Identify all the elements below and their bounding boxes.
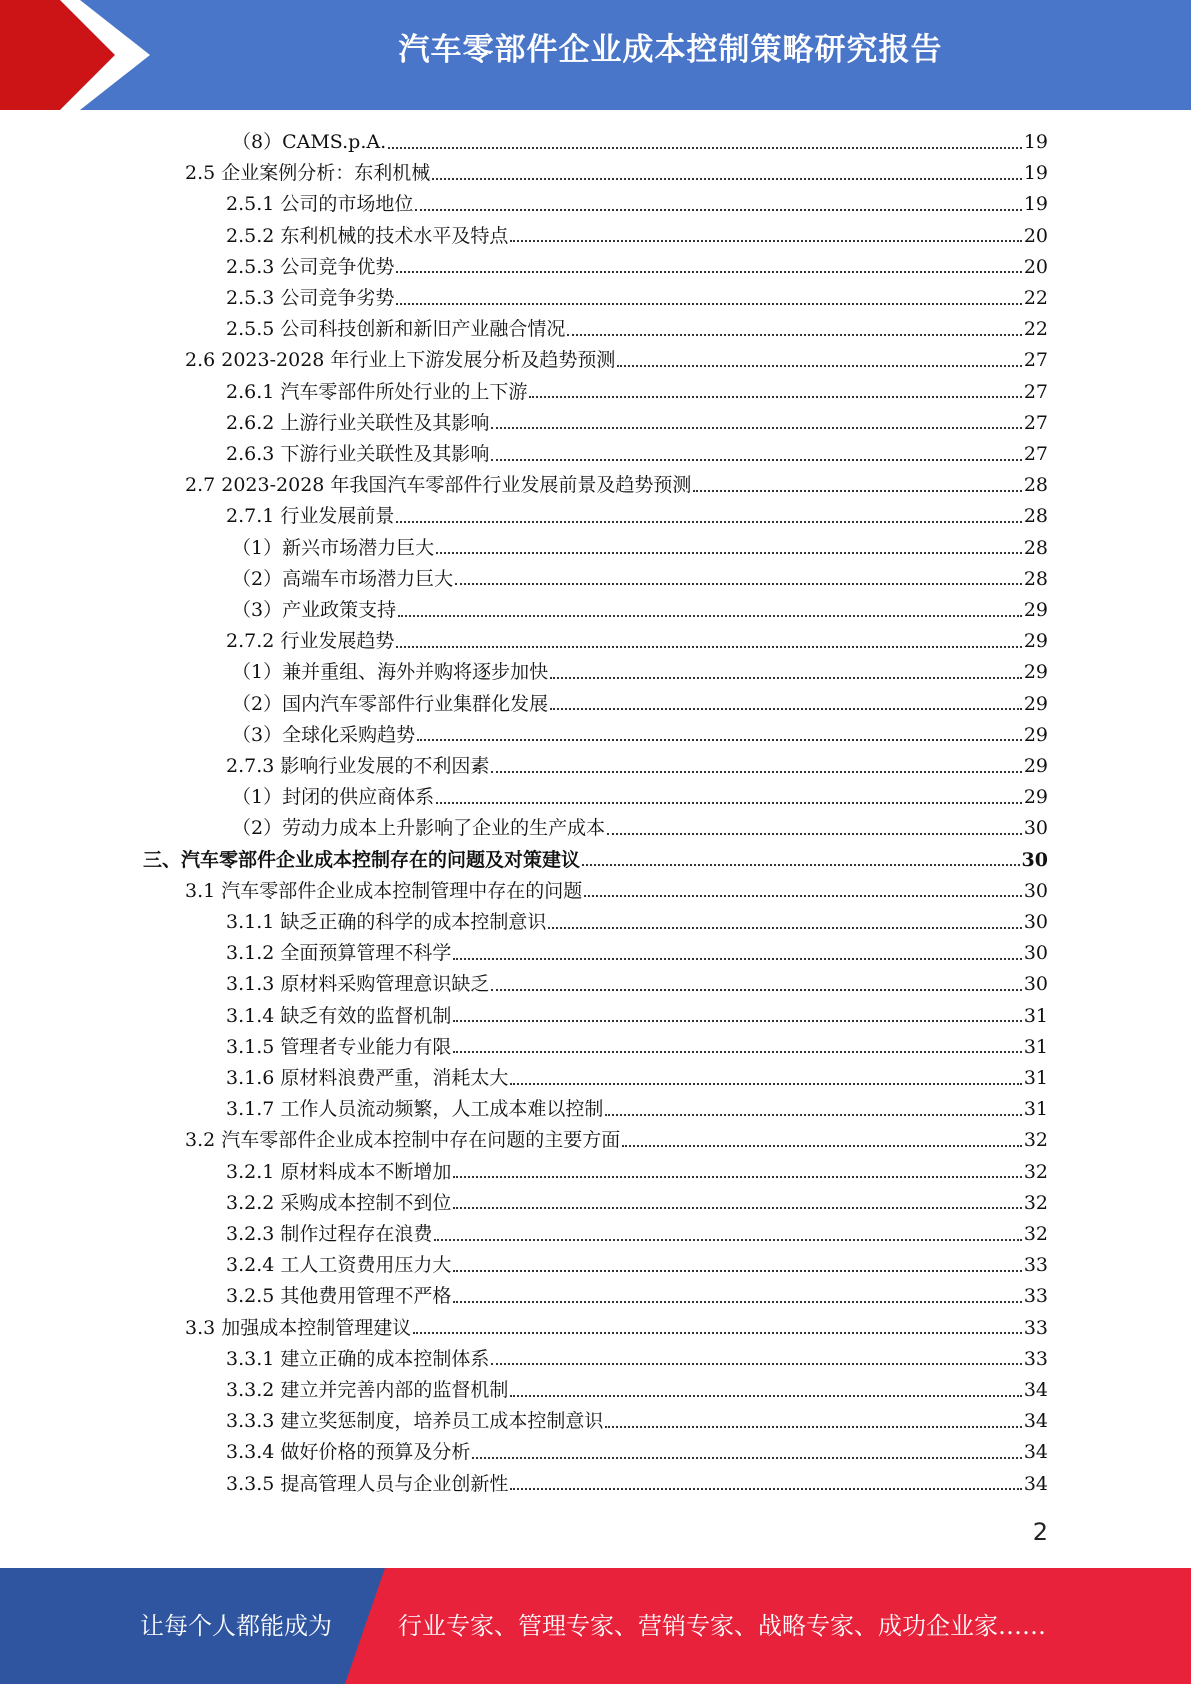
toc-entry-page: 22: [1023, 287, 1048, 309]
toc-entry-label: 3.1.6 原材料浪费严重，消耗太大: [226, 1067, 509, 1089]
toc-entry[interactable]: [232, 782, 1048, 813]
toc-entry-page: 29: [1023, 630, 1048, 653]
toc-dot-leader: [510, 1488, 1021, 1490]
toc-dot-leader: [605, 1426, 1021, 1428]
toc-entry[interactable]: [226, 1063, 1048, 1094]
toc-entry-page: 28: [1023, 536, 1048, 559]
toc-dot-leader: [434, 1239, 1021, 1241]
toc-entry[interactable]: [226, 314, 1048, 345]
toc-entry[interactable]: [185, 876, 1048, 907]
toc-entry-page: 34: [1023, 1379, 1048, 1401]
toc-dot-leader: [622, 1145, 1022, 1147]
toc-entry-page: 22: [1023, 318, 1048, 341]
toc-entry-label: 3.3.2 建立并完善内部的监督机制: [226, 1379, 509, 1401]
toc-entry[interactable]: [232, 720, 1048, 751]
toc-entry[interactable]: [226, 907, 1048, 938]
toc-entry-page: 29: [1023, 661, 1048, 684]
toc-dot-leader: [453, 1051, 1021, 1053]
toc-dot-leader: [415, 209, 1021, 211]
toc-entry[interactable]: [226, 969, 1048, 1000]
toc-dot-leader: [453, 1270, 1021, 1272]
toc-entry-page: 33: [1023, 1285, 1048, 1308]
toc-dot-leader: [453, 1020, 1021, 1022]
footer-slogan-left: 让每个人都能成为: [140, 1612, 332, 1640]
toc-dot-leader: [436, 802, 1022, 804]
toc-entry-page: 29: [1023, 599, 1048, 621]
toc-entry-label: 3.1.7 工作人员流动频繁，人工成本难以控制: [226, 1098, 604, 1121]
toc-entry-label: 2.7 2023-2028 年我国汽车零部件行业发展前景及趋势预测: [185, 474, 692, 497]
toc-dot-leader: [605, 1114, 1021, 1116]
toc-dot-leader: [491, 771, 1021, 773]
toc-entry-page: 32: [1023, 1129, 1048, 1152]
toc-entry-label: 3.3.4 做好价格的预算及分析: [226, 1441, 471, 1464]
toc-entry-label: 3.1.4 缺乏有效的监督机制: [226, 1004, 452, 1027]
toc-entry[interactable]: [143, 845, 1048, 876]
toc-entry[interactable]: [226, 751, 1048, 782]
toc-entry[interactable]: [226, 439, 1048, 470]
toc-entry[interactable]: [232, 689, 1048, 720]
toc-dot-leader: [607, 833, 1022, 835]
toc-dot-leader: [548, 927, 1021, 929]
toc-entry-label: 3.3 加强成本控制管理建议: [185, 1316, 412, 1339]
toc-entry-label: （3）产业政策支持: [232, 599, 397, 621]
toc-dot-leader: [567, 334, 1021, 336]
toc-dot-leader: [582, 864, 1020, 866]
toc-entry-page: 28: [1023, 505, 1048, 528]
toc-entry[interactable]: [226, 283, 1048, 314]
toc-entry-label: 3.3.3 建立奖惩制度，培养员工成本控制意识: [226, 1410, 604, 1433]
toc-entry-label: 3.3.1 建立正确的成本控制体系: [226, 1347, 490, 1370]
toc-dot-leader: [510, 1083, 1021, 1085]
toc-entry[interactable]: [232, 533, 1048, 564]
toc-dot-leader: [510, 240, 1021, 242]
toc-entry-page: 27: [1023, 411, 1048, 434]
toc-entry[interactable]: [232, 127, 1048, 158]
toc-entry-label: 2.5 企业案例分析：东利机械: [185, 162, 431, 185]
toc-entry-label: （2）国内汽车零部件行业集群化发展: [232, 692, 549, 715]
toc-entry[interactable]: [226, 501, 1048, 532]
toc-entry-label: （2）高端车市场潜力巨大: [232, 567, 454, 590]
toc-dot-leader: [455, 583, 1022, 585]
toc-entry[interactable]: [226, 377, 1048, 408]
toc-dot-leader: [453, 958, 1021, 960]
toc-entry-page: 30: [1023, 911, 1048, 933]
toc-entry[interactable]: [226, 1094, 1048, 1125]
toc-entry-label: 2.7.3 影响行业发展的不利因素: [226, 755, 490, 777]
toc-entry-label: 2.5.3 公司竞争优势: [226, 255, 395, 278]
toc-dot-leader: [413, 1332, 1022, 1334]
toc-entry-page: 30: [1023, 973, 1048, 996]
toc-entry-label: （1）封闭的供应商体系: [232, 786, 435, 809]
toc-entry-page: 30: [1021, 848, 1048, 871]
toc-entry-page: 30: [1023, 879, 1048, 902]
toc-entry-page: 31: [1023, 1067, 1048, 1089]
toc-entry-label: 2.6.1 汽车零部件所处行业的上下游: [226, 380, 528, 403]
toc-dot-leader: [396, 521, 1021, 523]
toc-dot-leader: [396, 303, 1021, 305]
toc-dot-leader: [388, 147, 1022, 149]
toc-entry[interactable]: [226, 408, 1048, 439]
toc-dot-leader: [491, 427, 1021, 429]
toc-entry[interactable]: [226, 221, 1048, 252]
toc-entry[interactable]: [232, 595, 1048, 626]
toc-dot-leader: [550, 708, 1022, 710]
page-header: [0, 0, 1191, 110]
toc-entry-page: 27: [1023, 380, 1048, 403]
toc-entry-label: 三、汽车零部件企业成本控制存在的问题及对策建议: [143, 848, 581, 871]
toc-entry[interactable]: [232, 564, 1048, 595]
toc-entry-page: 32: [1023, 1223, 1048, 1245]
toc-entry-label: 2.7.2 行业发展趋势: [226, 630, 395, 653]
toc-entry[interactable]: [226, 1375, 1048, 1406]
toc-entry-label: （3）全球化采购趋势: [232, 723, 416, 746]
toc-entry-page: 19: [1023, 193, 1048, 216]
toc-entry[interactable]: [226, 1001, 1048, 1032]
toc-entry-label: 3.3.5 提高管理人员与企业创新性: [226, 1472, 509, 1495]
toc-dot-leader: [491, 459, 1021, 461]
toc-entry-label: 2.5.1 公司的市场地位: [226, 193, 414, 216]
toc-dot-leader: [472, 1457, 1021, 1459]
toc-dot-leader: [491, 989, 1021, 991]
toc-entry[interactable]: [226, 1344, 1048, 1375]
page-number: 2: [1032, 1518, 1048, 1546]
page-footer: [0, 1568, 1191, 1684]
toc-dot-leader: [693, 490, 1021, 492]
toc-dot-leader: [396, 646, 1021, 648]
toc-dot-leader: [584, 895, 1022, 897]
toc-dot-leader: [396, 271, 1021, 273]
toc-dot-leader: [510, 1395, 1021, 1397]
toc-dot-leader: [529, 396, 1021, 398]
toc-entry[interactable]: [226, 252, 1048, 283]
toc-entry-page: 27: [1023, 349, 1048, 372]
toc-entry-label: 3.2.1 原材料成本不断增加: [226, 1160, 452, 1183]
toc-entry-page: 34: [1023, 1472, 1048, 1495]
toc-entry-label: 3.2 汽车零部件企业成本控制中存在问题的主要方面: [185, 1129, 621, 1152]
toc-entry[interactable]: [226, 1406, 1048, 1437]
toc-entry-page: 20: [1023, 224, 1048, 247]
toc-entry[interactable]: [226, 189, 1048, 220]
toc-entry-label: 3.1.2 全面预算管理不科学: [226, 942, 452, 965]
toc-entry[interactable]: [226, 1219, 1048, 1250]
toc-entry-page: 27: [1023, 443, 1048, 465]
toc-entry-page: 30: [1023, 817, 1048, 840]
toc-entry[interactable]: [226, 938, 1048, 969]
toc-entry-page: 34: [1023, 1410, 1048, 1433]
toc-entry-page: 31: [1023, 1004, 1048, 1027]
toc-entry-label: 2.5.3 公司竞争劣势: [226, 287, 395, 309]
toc-entry-page: 34: [1023, 1441, 1048, 1464]
toc-entry-page: 19: [1023, 131, 1048, 153]
toc-entry-page: 29: [1023, 692, 1048, 715]
toc-entry-label: 3.1 汽车零部件企业成本控制管理中存在的问题: [185, 879, 583, 902]
toc-entry-label: （1）兼并重组、海外并购将逐步加快: [232, 661, 549, 684]
toc-entry-page: 29: [1023, 786, 1048, 809]
toc-entry-page: 20: [1023, 255, 1048, 278]
toc-dot-leader: [491, 1363, 1021, 1365]
toc-dot-leader: [432, 178, 1022, 180]
toc-dot-leader: [417, 739, 1022, 741]
toc-entry-label: （8）CAMS.p.A.: [232, 131, 387, 153]
toc-dot-leader: [453, 1176, 1021, 1178]
toc-entry[interactable]: [232, 813, 1048, 844]
toc-entry[interactable]: [232, 657, 1048, 688]
toc-entry-label: 3.1.3 原材料采购管理意识缺乏: [226, 973, 490, 996]
toc-entry-label: 2.6.2 上游行业关联性及其影响: [226, 411, 490, 434]
toc-entry-page: 32: [1023, 1191, 1048, 1214]
toc-entry-label: 2.5.2 东利机械的技术水平及特点: [226, 224, 509, 247]
toc-entry-page: 33: [1023, 1347, 1048, 1370]
toc-entry-label: 3.2.4 工人工资费用压力大: [226, 1254, 452, 1277]
toc-entry-page: 33: [1023, 1254, 1048, 1277]
toc-entry-label: （1）新兴市场潜力巨大: [232, 536, 435, 559]
toc-entry-page: 31: [1023, 1098, 1048, 1121]
toc-entry-page: 28: [1023, 474, 1048, 497]
header-arrow-decoration: [0, 0, 170, 110]
toc-entry[interactable]: [185, 345, 1048, 376]
report-title: 汽车零部件企业成本控制策略研究报告: [398, 32, 943, 68]
toc-entry-label: 2.5.5 公司科技创新和新旧产业融合情况: [226, 318, 566, 341]
toc-entry[interactable]: [226, 626, 1048, 657]
toc-dot-leader: [398, 615, 1022, 617]
toc-entry-label: 2.6 2023-2028 年行业上下游发展分析及趋势预测: [185, 349, 616, 372]
toc-dot-leader: [453, 1207, 1021, 1209]
toc-dot-leader: [617, 365, 1021, 367]
toc-entry-label: （2）劳动力成本上升影响了企业的生产成本: [232, 817, 606, 840]
toc-entry[interactable]: [226, 1157, 1048, 1188]
toc-entry-page: 29: [1023, 755, 1048, 777]
toc-entry[interactable]: [185, 1313, 1048, 1344]
toc-entry-label: 2.6.3 下游行业关联性及其影响: [226, 443, 490, 465]
toc-dot-leader: [550, 677, 1022, 679]
toc-entry[interactable]: [226, 1281, 1048, 1312]
toc-entry-label: 3.2.3 制作过程存在浪费: [226, 1223, 433, 1245]
toc-entry[interactable]: [185, 158, 1048, 189]
toc-entry-page: 30: [1023, 942, 1048, 965]
toc-entry[interactable]: [226, 1469, 1048, 1500]
toc-entry-page: 19: [1023, 162, 1048, 185]
toc-entry-page: 29: [1023, 723, 1048, 746]
toc-entry-label: 3.2.5 其他费用管理不严格: [226, 1285, 452, 1308]
toc-entry[interactable]: [226, 1188, 1048, 1219]
toc-entry-page: 31: [1023, 1035, 1048, 1058]
footer-slogan-right: 行业专家、管理专家、营销专家、战略专家、成功企业家……: [398, 1612, 1046, 1640]
toc-entry[interactable]: [226, 1437, 1048, 1468]
toc-entry[interactable]: [226, 1250, 1048, 1281]
toc-entry-label: 3.1.5 管理者专业能力有限: [226, 1035, 452, 1058]
toc-entry-label: 2.7.1 行业发展前景: [226, 505, 395, 528]
toc-entry-page: 28: [1023, 567, 1048, 590]
toc-entry-page: 32: [1023, 1160, 1048, 1183]
toc-entry[interactable]: [226, 1032, 1048, 1063]
toc-entry[interactable]: [185, 470, 1048, 501]
toc-entry[interactable]: [185, 1125, 1048, 1156]
toc-entry-label: 3.1.1 缺乏正确的科学的成本控制意识: [226, 911, 547, 933]
toc-dot-leader: [453, 1301, 1021, 1303]
toc-dot-leader: [436, 552, 1022, 554]
toc-entry-label: 3.2.2 采购成本控制不到位: [226, 1191, 452, 1214]
toc-entry-page: 33: [1023, 1316, 1048, 1339]
